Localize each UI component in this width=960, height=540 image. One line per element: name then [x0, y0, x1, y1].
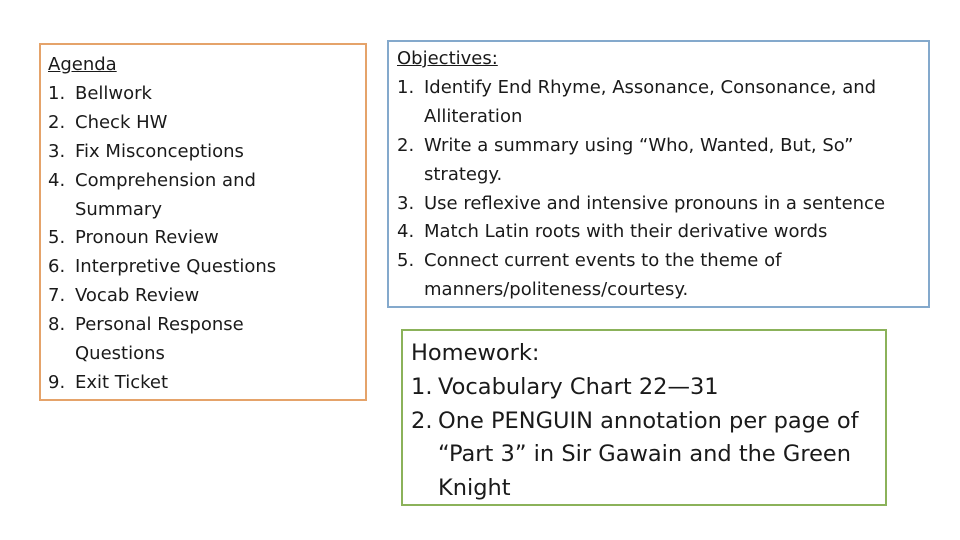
agenda-item — [48, 224, 365, 253]
agenda-item — [48, 253, 365, 282]
objective-item — [397, 190, 928, 219]
item-number: 1. — [411, 373, 433, 400]
agenda-item — [48, 109, 365, 138]
agenda-item — [48, 138, 365, 167]
objectives-heading: Objectives: — [397, 48, 498, 69]
agenda-item — [48, 369, 365, 398]
objectives-list — [397, 74, 928, 305]
item-text: Fix Misconceptions — [75, 140, 244, 162]
item-number: 3. — [48, 140, 66, 162]
item-number: 2. — [411, 407, 433, 434]
objectives-box — [387, 40, 930, 308]
agenda-item — [48, 311, 300, 369]
item-number: 3. — [397, 192, 415, 214]
item-number: 5. — [48, 227, 66, 249]
agenda-heading: Agenda — [48, 54, 117, 75]
item-text: Connect current events to the theme of manners/politeness/courtesy. — [424, 250, 782, 301]
item-text: One PENGUIN annotation per page of “Part 3” in Sir Gawain and the Green Knight — [438, 407, 859, 502]
agenda-item — [48, 167, 300, 225]
item-text: Pronoun Review — [75, 227, 219, 249]
item-number: 8. — [48, 314, 66, 336]
item-number: 6. — [48, 256, 66, 278]
item-text: Bellwork — [75, 82, 152, 104]
item-text: Comprehension and Summary — [75, 169, 256, 220]
objective-item — [397, 247, 844, 305]
item-text: Vocab Review — [75, 285, 200, 307]
homework-box — [401, 329, 887, 506]
item-number: 1. — [48, 82, 66, 104]
homework-list — [411, 371, 885, 506]
item-number: 2. — [48, 111, 66, 133]
homework-heading: Homework: — [411, 340, 540, 366]
agenda-item — [48, 282, 365, 311]
item-text: Check HW — [75, 111, 168, 133]
homework-item — [411, 371, 885, 405]
item-number: 5. — [397, 250, 415, 272]
item-text: Personal Response Questions — [75, 314, 244, 365]
agenda-item — [48, 80, 365, 109]
item-number: 2. — [397, 134, 415, 156]
item-number: 7. — [48, 285, 66, 307]
item-number: 9. — [48, 371, 66, 393]
item-text: Use reflexive and intensive pronouns in a sentence — [424, 192, 886, 214]
objective-item — [397, 218, 928, 247]
homework-item — [411, 405, 878, 506]
item-text: Write a summary using “Who, Wanted, But, So” strategy. — [424, 134, 854, 185]
item-text: Interpretive Questions — [75, 256, 277, 278]
objective-item — [397, 74, 914, 132]
item-text: Match Latin roots with their derivative words — [424, 221, 828, 243]
item-text: Exit Ticket — [75, 371, 169, 393]
item-number: 1. — [397, 76, 415, 98]
item-text: Identify End Rhyme, Assonance, Consonance, and Alliteration — [424, 76, 877, 127]
objective-item — [397, 132, 914, 190]
agenda-list — [48, 80, 365, 398]
agenda-box — [39, 43, 367, 401]
item-number: 4. — [397, 221, 415, 243]
item-text: Vocabulary Chart 22—31 — [438, 373, 719, 400]
item-number: 4. — [48, 169, 66, 191]
